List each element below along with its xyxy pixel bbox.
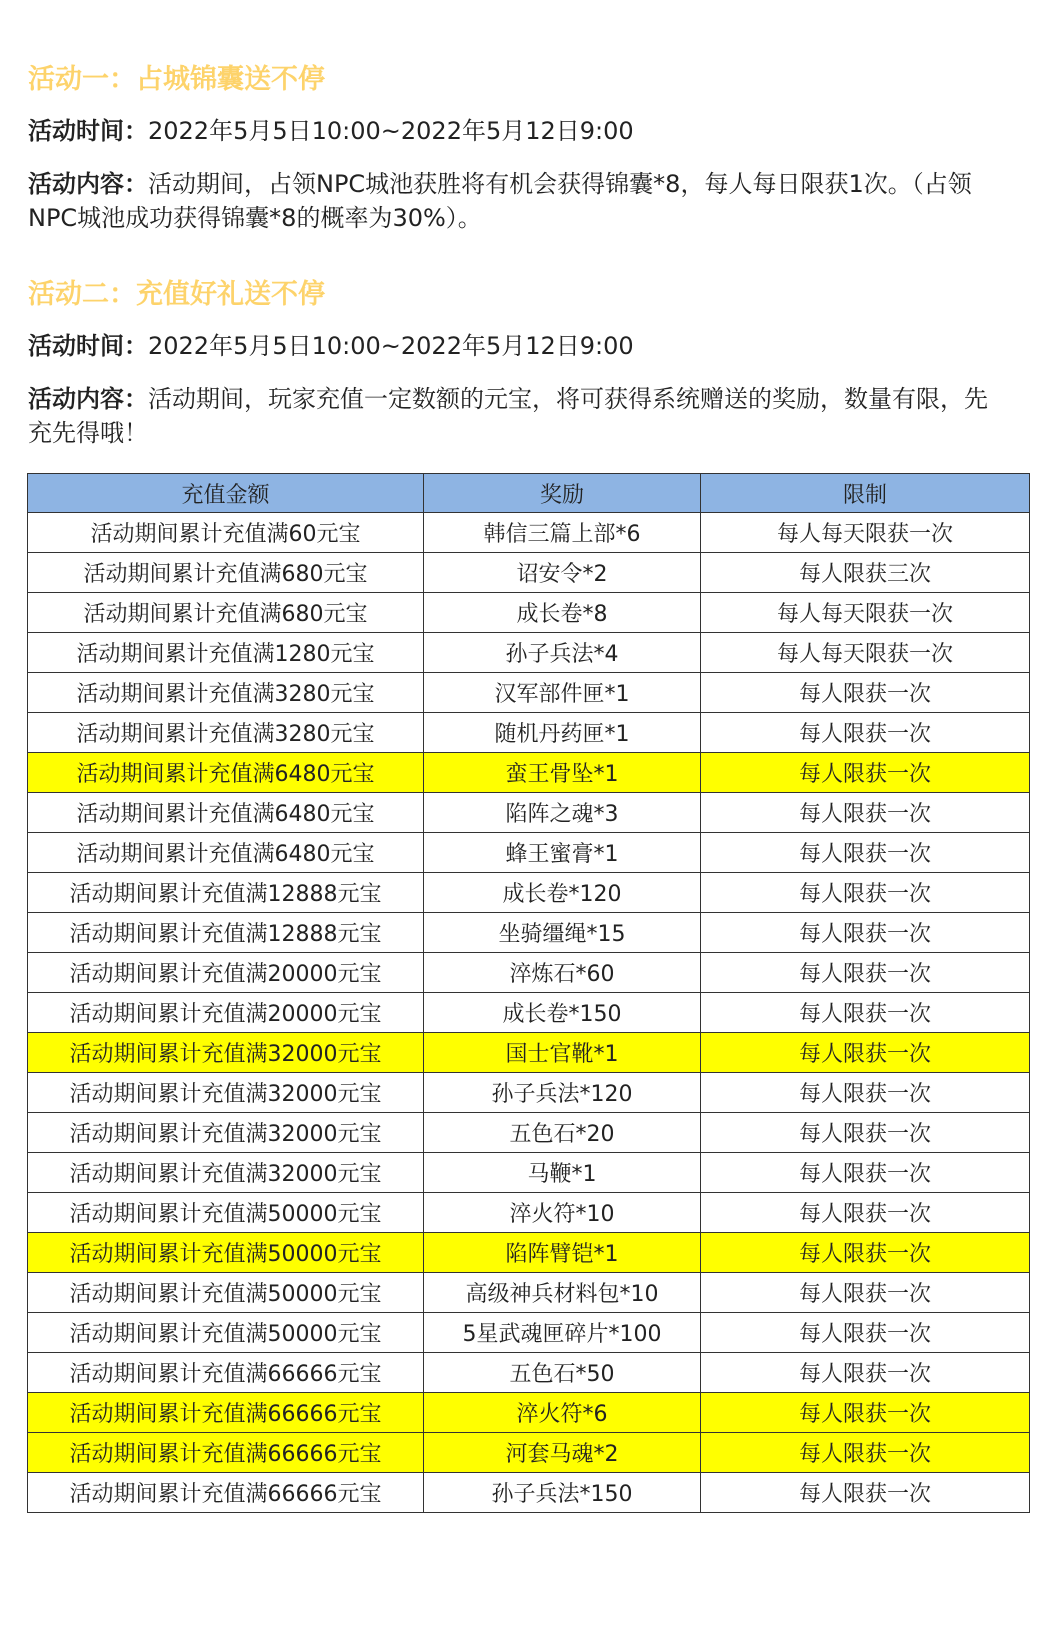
reward-cell: 陷阵臂铠*1	[424, 1233, 701, 1273]
amount-cell: 活动期间累计充值满66666元宝	[28, 1393, 424, 1433]
limit-cell: 每人限获一次	[701, 1273, 1030, 1313]
table-row	[28, 633, 1030, 673]
table-row	[28, 793, 1030, 833]
reward-cell: 随机丹药匣*1	[424, 713, 701, 753]
limit-cell: 每人每天限获一次	[701, 513, 1030, 553]
reward-cell: 汉军部件匣*1	[424, 673, 701, 713]
reward-cell: 淬炼石*60	[424, 953, 701, 993]
limit-cell: 每人每天限获一次	[701, 593, 1030, 633]
limit-cell: 每人限获一次	[701, 953, 1030, 993]
amount-cell: 活动期间累计充值满3280元宝	[28, 713, 424, 753]
limit-cell: 每人限获一次	[701, 1153, 1030, 1193]
activity2-time-label: 活动时间：	[28, 332, 148, 360]
amount-cell: 活动期间累计充值满66666元宝	[28, 1433, 424, 1473]
reward-cell: 五色石*50	[424, 1353, 701, 1393]
table-row	[28, 673, 1030, 713]
limit-cell: 每人限获一次	[701, 1393, 1030, 1433]
amount-cell: 活动期间累计充值满66666元宝	[28, 1473, 424, 1513]
reward-cell: 国士官靴*1	[424, 1033, 701, 1073]
limit-cell: 每人限获一次	[701, 793, 1030, 833]
header-limit: 限制	[701, 474, 1030, 513]
reward-cell: 韩信三篇上部*6	[424, 513, 701, 553]
reward-cell: 坐骑缰绳*15	[424, 913, 701, 953]
table-row	[28, 1393, 1030, 1433]
amount-cell: 活动期间累计充值满32000元宝	[28, 1073, 424, 1113]
amount-cell: 活动期间累计充值满60元宝	[28, 513, 424, 553]
limit-cell: 每人限获一次	[701, 993, 1030, 1033]
amount-cell: 活动期间累计充值满1280元宝	[28, 633, 424, 673]
table-row	[28, 1153, 1030, 1193]
table-row	[28, 1233, 1030, 1273]
reward-cell: 马鞭*1	[424, 1153, 701, 1193]
amount-cell: 活动期间累计充值满20000元宝	[28, 953, 424, 993]
limit-cell: 每人限获一次	[701, 1193, 1030, 1233]
limit-cell: 每人限获一次	[701, 1353, 1030, 1393]
limit-cell: 每人限获一次	[701, 873, 1030, 913]
table-row	[28, 513, 1030, 553]
table-row	[28, 993, 1030, 1033]
activity1-content-value: 活动期间，占领NPC城池获胜将有机会获得锦囊*8，每人每日限获1次。（占领NPC城池成功获得锦囊*8的概率为30%）。	[28, 170, 972, 232]
table-row	[28, 1273, 1030, 1313]
amount-cell: 活动期间累计充值满680元宝	[28, 593, 424, 633]
table-row	[28, 1433, 1030, 1473]
table-row	[28, 913, 1030, 953]
reward-cell: 孙子兵法*4	[424, 633, 701, 673]
table-row	[28, 753, 1030, 793]
amount-cell: 活动期间累计充值满20000元宝	[28, 993, 424, 1033]
table-row	[28, 873, 1030, 913]
amount-cell: 活动期间累计充值满6480元宝	[28, 793, 424, 833]
table-row	[28, 713, 1030, 753]
activity1-time-label: 活动时间：	[28, 117, 148, 145]
table-header-row	[28, 474, 1030, 513]
activity2-title: 活动二：充值好礼送不停	[28, 279, 325, 310]
limit-cell: 每人限获一次	[701, 1073, 1030, 1113]
header-reward: 奖励	[424, 474, 701, 513]
reward-cell: 成长卷*150	[424, 993, 701, 1033]
reward-cell: 高级神兵材料包*10	[424, 1273, 701, 1313]
limit-cell: 每人限获一次	[701, 713, 1030, 753]
reward-cell: 陷阵之魂*3	[424, 793, 701, 833]
reward-cell: 成长卷*8	[424, 593, 701, 633]
reward-cell: 河套马魂*2	[424, 1433, 701, 1473]
table-row	[28, 1473, 1030, 1513]
amount-cell: 活动期间累计充值满680元宝	[28, 553, 424, 593]
table-body	[28, 513, 1030, 1513]
reward-cell: 诏安令*2	[424, 553, 701, 593]
limit-cell: 每人限获一次	[701, 1433, 1030, 1473]
table-row	[28, 1313, 1030, 1353]
activity2-content	[28, 382, 1003, 450]
table-row	[28, 1033, 1030, 1073]
limit-cell: 每人限获一次	[701, 913, 1030, 953]
reward-cell: 孙子兵法*150	[424, 1473, 701, 1513]
amount-cell: 活动期间累计充值满50000元宝	[28, 1193, 424, 1233]
activity1-time-value: 2022年5月5日10:00~2022年5月12日9:00	[148, 117, 634, 145]
table-row	[28, 553, 1030, 593]
amount-cell: 活动期间累计充值满32000元宝	[28, 1033, 424, 1073]
reward-cell: 5星武魂匣碎片*100	[424, 1313, 701, 1353]
limit-cell: 每人限获一次	[701, 1113, 1030, 1153]
limit-cell: 每人限获一次	[701, 833, 1030, 873]
activity2-content-value: 活动期间，玩家充值一定数额的元宝，将可获得系统赠送的奖励，数量有限，先充先得哦！	[28, 385, 988, 447]
table-row	[28, 1193, 1030, 1233]
activity2-time-value: 2022年5月5日10:00~2022年5月12日9:00	[148, 332, 634, 360]
amount-cell: 活动期间累计充值满50000元宝	[28, 1273, 424, 1313]
limit-cell: 每人限获一次	[701, 1233, 1030, 1273]
activity1-content-label: 活动内容：	[28, 170, 148, 198]
amount-cell: 活动期间累计充值满66666元宝	[28, 1353, 424, 1393]
table-row	[28, 1353, 1030, 1393]
table-row	[28, 1073, 1030, 1113]
limit-cell: 每人每天限获一次	[701, 633, 1030, 673]
amount-cell: 活动期间累计充值满6480元宝	[28, 753, 424, 793]
amount-cell: 活动期间累计充值满50000元宝	[28, 1313, 424, 1353]
reward-cell: 成长卷*120	[424, 873, 701, 913]
limit-cell: 每人限获三次	[701, 553, 1030, 593]
reward-cell: 淬火符*6	[424, 1393, 701, 1433]
amount-cell: 活动期间累计充值满3280元宝	[28, 673, 424, 713]
table-row	[28, 833, 1030, 873]
table-row	[28, 593, 1030, 633]
reward-cell: 淬火符*10	[424, 1193, 701, 1233]
activity1-time	[28, 114, 1018, 148]
header-amount: 充值金额	[28, 474, 424, 513]
reward-cell: 蛮王骨坠*1	[424, 753, 701, 793]
activity2-time	[28, 329, 1018, 363]
amount-cell: 活动期间累计充值满12888元宝	[28, 873, 424, 913]
activity2-content-label: 活动内容：	[28, 385, 148, 413]
activity1-content	[28, 167, 1003, 235]
amount-cell: 活动期间累计充值满32000元宝	[28, 1113, 424, 1153]
amount-cell: 活动期间累计充值满50000元宝	[28, 1233, 424, 1273]
reward-table	[27, 473, 1030, 1513]
amount-cell: 活动期间累计充值满12888元宝	[28, 913, 424, 953]
reward-cell: 五色石*20	[424, 1113, 701, 1153]
reward-cell: 孙子兵法*120	[424, 1073, 701, 1113]
limit-cell: 每人限获一次	[701, 753, 1030, 793]
limit-cell: 每人限获一次	[701, 673, 1030, 713]
limit-cell: 每人限获一次	[701, 1473, 1030, 1513]
amount-cell: 活动期间累计充值满32000元宝	[28, 1153, 424, 1193]
amount-cell: 活动期间累计充值满6480元宝	[28, 833, 424, 873]
limit-cell: 每人限获一次	[701, 1313, 1030, 1353]
table-row	[28, 953, 1030, 993]
activity1-title: 活动一：占城锦囊送不停	[28, 64, 325, 95]
reward-cell: 蜂王蜜膏*1	[424, 833, 701, 873]
table-row	[28, 1113, 1030, 1153]
limit-cell: 每人限获一次	[701, 1033, 1030, 1073]
